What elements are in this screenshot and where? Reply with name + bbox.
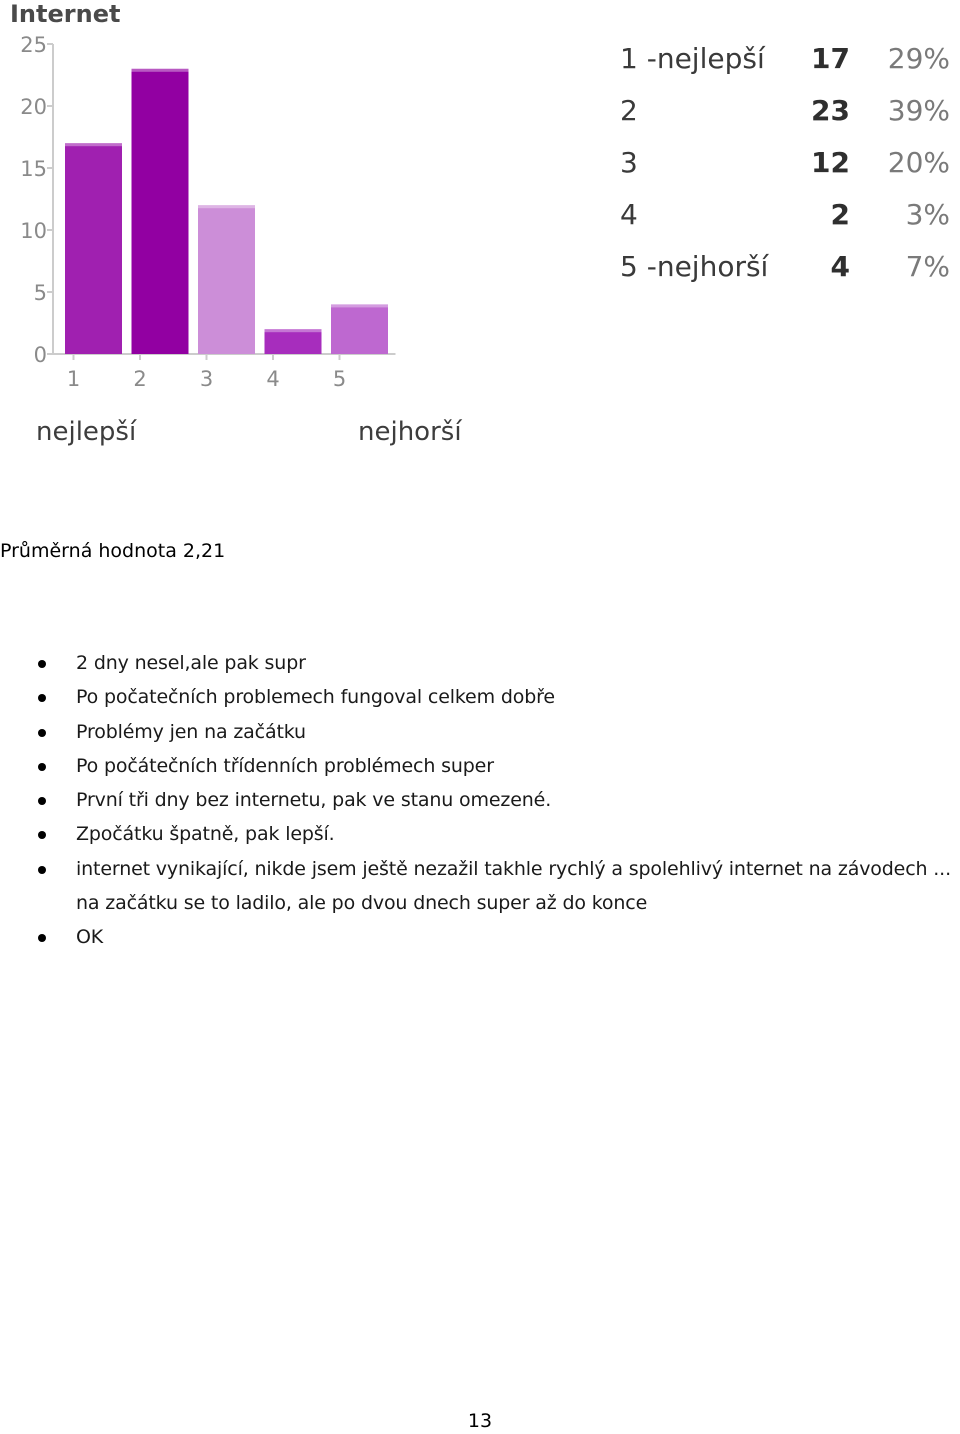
comment-item xyxy=(0,715,960,749)
summary-percent: 20% xyxy=(887,145,950,179)
y-tick-label: 5 xyxy=(33,281,47,305)
summary-label: 3 xyxy=(620,145,638,179)
comment-text: Problémy jen na začátku xyxy=(76,720,306,743)
comment-item xyxy=(0,817,960,851)
comment-text: OK xyxy=(76,926,104,949)
comment-item xyxy=(0,886,960,920)
comment-text: Po počatečních problemech fungoval celkem dobře xyxy=(76,686,555,709)
x-tick-label: 2 xyxy=(133,367,147,391)
x-tick-label: 4 xyxy=(266,367,280,391)
average-value-text: Průměrná hodnota 2,21 xyxy=(0,540,226,562)
y-tick-label: 15 xyxy=(20,157,47,181)
summary-row xyxy=(620,136,950,188)
bar-chart xyxy=(0,30,500,460)
summary-percent: 39% xyxy=(887,93,950,127)
bar-5 xyxy=(331,304,388,354)
y-tick-label: 20 xyxy=(20,95,47,119)
comment-text: První tři dny bez internetu, pak ve stanu omezené. xyxy=(76,789,552,812)
summary-row xyxy=(620,32,950,84)
summary-percent: 7% xyxy=(905,249,950,283)
summary-percent: 29% xyxy=(887,41,950,75)
bar-highlight xyxy=(265,329,322,332)
summary-count: 23 xyxy=(811,93,850,127)
comment-item xyxy=(0,680,960,714)
bullet-icon xyxy=(38,934,46,942)
bullet-icon xyxy=(38,694,46,702)
x-tick-label: 1 xyxy=(66,367,81,391)
summary-table xyxy=(620,32,950,292)
page-number: 13 xyxy=(467,1410,493,1432)
summary-label: 2 xyxy=(620,93,638,127)
bullet-icon xyxy=(38,831,46,839)
bar-highlight xyxy=(132,69,189,72)
summary-label: 4 xyxy=(620,197,638,231)
bar-highlight xyxy=(65,143,122,146)
summary-count: 2 xyxy=(830,197,850,231)
x-tick-label: 5 xyxy=(332,367,347,391)
summary-label: 5 -nejhorší xyxy=(620,249,769,283)
comment-item xyxy=(0,749,960,783)
chart-title: Internet xyxy=(10,0,121,28)
low-end-label: nejlepší xyxy=(36,417,137,447)
comment-item xyxy=(0,783,960,817)
comment-text: 2 dny nesel,ale pak supr xyxy=(76,652,306,674)
bullet-icon xyxy=(38,763,46,771)
bar-1 xyxy=(65,143,122,354)
bar-3 xyxy=(198,205,255,354)
summary-row xyxy=(620,188,950,240)
comment-text: na začátku se to ladilo, ale po dvou dnech super až do konce xyxy=(76,892,648,915)
comment-item xyxy=(0,920,960,954)
bar-highlight xyxy=(198,205,255,208)
high-end-label: nejhorší xyxy=(358,417,462,447)
summary-count: 4 xyxy=(830,249,850,283)
bar-4 xyxy=(265,329,322,354)
y-tick-label: 25 xyxy=(20,33,47,57)
bullet-icon xyxy=(38,729,46,737)
comment-item xyxy=(0,646,960,680)
comment-item xyxy=(0,852,960,886)
y-tick-label: 10 xyxy=(20,219,47,243)
summary-label: 1 -nejlepší xyxy=(620,41,765,75)
bars xyxy=(65,69,388,354)
summary-percent: 3% xyxy=(905,197,950,231)
summary-row xyxy=(620,240,950,292)
summary-count: 12 xyxy=(811,145,850,179)
comments-list xyxy=(0,646,960,955)
comment-text: Zpočátku špatně, pak lepší. xyxy=(76,823,335,846)
comment-text: Po počátečních třídenních problémech super xyxy=(76,754,494,777)
bullet-icon xyxy=(38,866,46,874)
summary-row xyxy=(620,84,950,136)
bar-highlight xyxy=(331,304,388,307)
bullet-icon xyxy=(38,660,46,668)
bullet-icon xyxy=(38,797,46,805)
comment-text: internet vynikající, nikde jsem ještě nezažil takhle rychlý a spolehlivý internet na závodech ... xyxy=(76,857,951,880)
y-axis-ticks xyxy=(20,33,53,367)
y-tick-label: 0 xyxy=(33,343,47,367)
bar-2 xyxy=(132,69,189,354)
summary-count: 17 xyxy=(811,41,850,75)
x-axis-ticks xyxy=(67,354,346,391)
x-tick-label: 3 xyxy=(199,367,214,391)
